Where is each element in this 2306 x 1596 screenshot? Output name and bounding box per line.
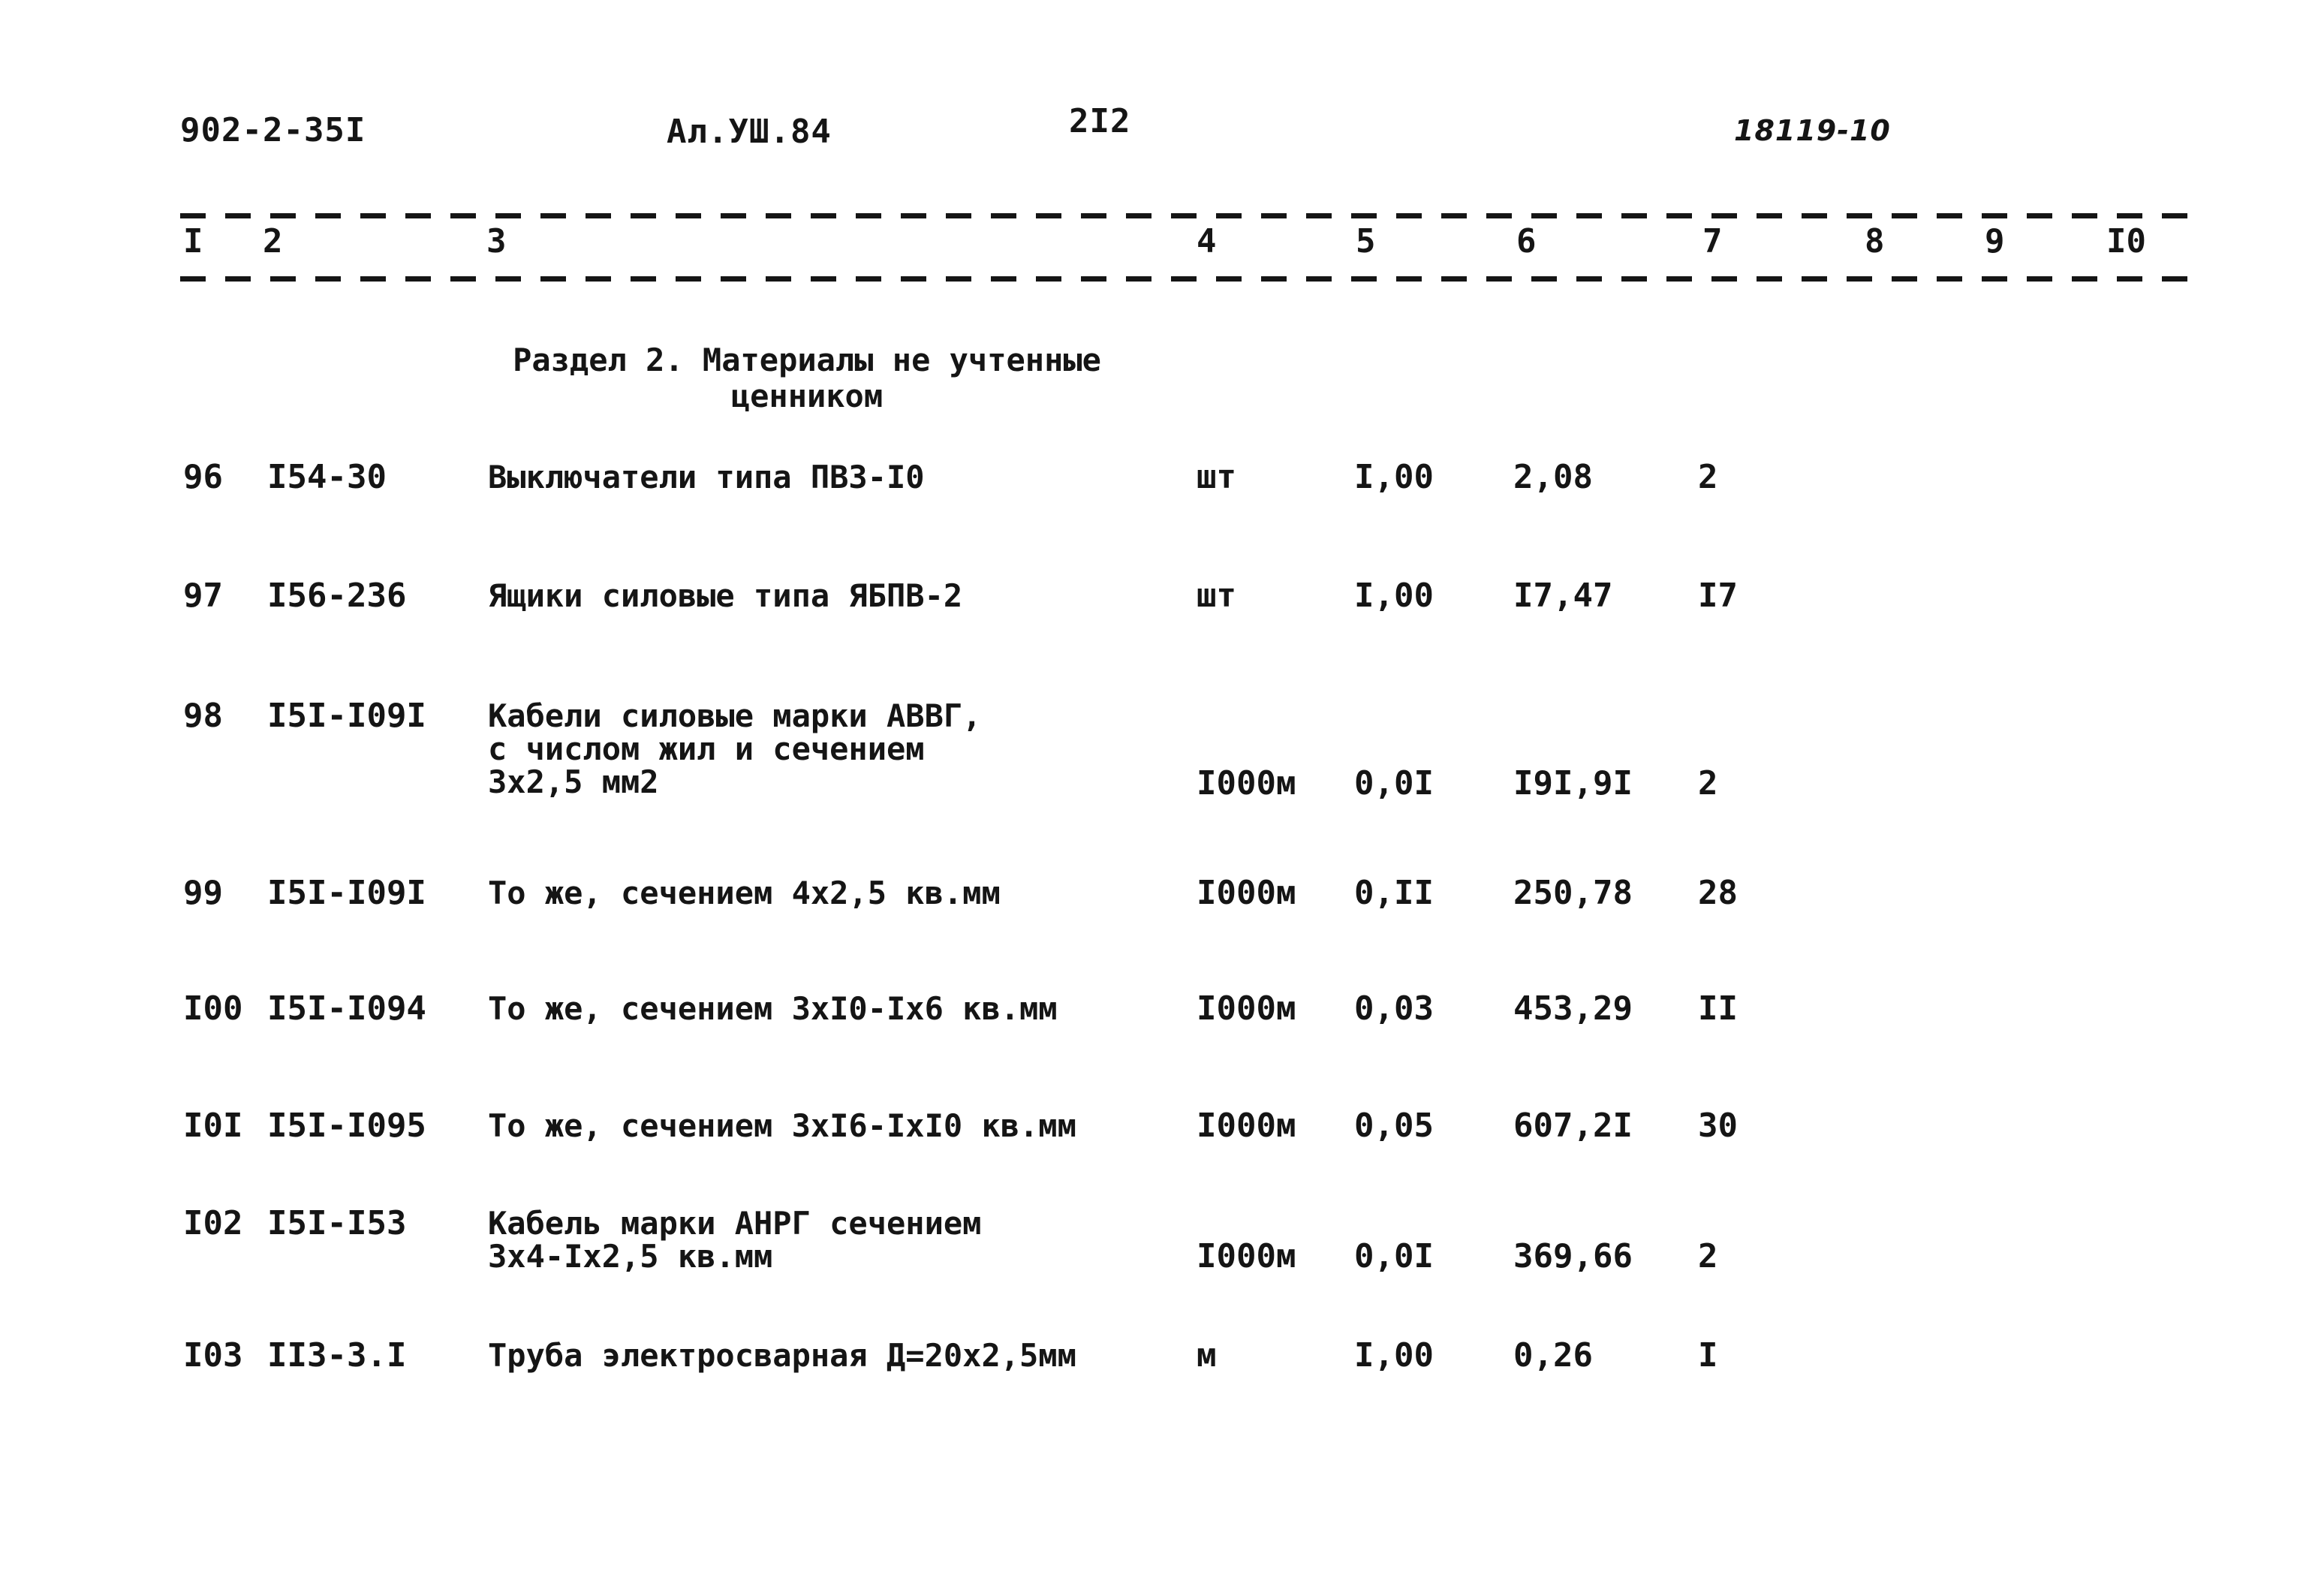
unit: шт <box>1197 458 1236 496</box>
row-number: I03 <box>183 1336 243 1375</box>
total: II <box>1698 989 1738 1028</box>
column-number: 3 <box>486 222 507 260</box>
row-number: 98 <box>183 697 223 735</box>
price-code: I54-30 <box>267 458 387 496</box>
column-number: 4 <box>1197 222 1217 260</box>
item-description: Труба электросварная Д=20х2,5мм <box>488 1337 1076 1374</box>
row-number: 96 <box>183 458 223 496</box>
quantity: 0,0I <box>1354 1237 1434 1275</box>
unit: I000м <box>1197 1107 1296 1145</box>
unit-price: 2,08 <box>1513 458 1593 496</box>
item-description: Ящики силовые типа ЯБПВ-2 <box>488 577 963 614</box>
total: 30 <box>1698 1107 1738 1145</box>
total: 2 <box>1698 458 1718 496</box>
column-number: 9 <box>1985 222 2005 260</box>
unit: I000м <box>1197 874 1296 912</box>
quantity: 0,03 <box>1354 989 1434 1028</box>
price-code: I56-236 <box>267 577 407 615</box>
item-description: Выключатели типа ПВЗ-I0 <box>488 459 925 495</box>
unit: I000м <box>1197 1237 1296 1275</box>
column-number: 5 <box>1356 222 1376 260</box>
unit-price: 607,2I <box>1513 1107 1633 1145</box>
unit-price: 369,66 <box>1513 1237 1633 1275</box>
column-number: 2 <box>263 222 283 260</box>
stamp-number: 18119-10 <box>1734 114 1891 147</box>
item-description: Кабели силовые марки АВВГ, с числом жил и сечением 3х2,5 мм2 <box>488 697 982 800</box>
price-code: II3-3.I <box>267 1336 407 1375</box>
unit-price: 250,78 <box>1513 874 1633 912</box>
quantity: I,00 <box>1354 458 1434 496</box>
quantity: 0,0I <box>1354 764 1434 803</box>
unit-price: I7,47 <box>1513 577 1613 615</box>
item-description: То же, сечением 3хI0-Iх6 кв.мм <box>488 990 1058 1027</box>
item-description: То же, сечением 3хI6-IхI0 кв.мм <box>488 1107 1076 1144</box>
section-title: Раздел 2. Материалы не учтенные ценником <box>513 342 1101 414</box>
doc-code: 902-2-35I <box>180 111 366 149</box>
page-number: 2I2 <box>1069 102 1131 140</box>
price-code: I5I-I095 <box>267 1107 426 1145</box>
row-number: I00 <box>183 989 243 1028</box>
unit: I000м <box>1197 989 1296 1028</box>
column-number: I <box>183 222 203 260</box>
row-number: 99 <box>183 874 223 912</box>
item-description: То же, сечением 4х2,5 кв.мм <box>488 875 1001 911</box>
column-number: 8 <box>1865 222 1885 260</box>
top-dashed-rule <box>180 213 2199 218</box>
unit: шт <box>1197 577 1236 615</box>
price-code: I5I-I53 <box>267 1204 407 1242</box>
total: I <box>1698 1336 1718 1375</box>
unit-price: I9I,9I <box>1513 764 1633 803</box>
total: 28 <box>1698 874 1738 912</box>
quantity: 0,II <box>1354 874 1434 912</box>
quantity: I,00 <box>1354 1336 1434 1375</box>
unit: м <box>1197 1336 1217 1375</box>
total: 2 <box>1698 1237 1718 1275</box>
price-code: I5I-I09I <box>267 874 426 912</box>
row-number: 97 <box>183 577 223 615</box>
unit-price: 0,26 <box>1513 1336 1593 1375</box>
unit-price: 453,29 <box>1513 989 1633 1028</box>
total: 2 <box>1698 764 1718 803</box>
column-number: 7 <box>1702 222 1723 260</box>
item-description: Кабель марки АНРГ сечением 3х4-Iх2,5 кв.мм <box>488 1205 982 1275</box>
price-code: I5I-I09I <box>267 697 426 735</box>
unit: I000м <box>1197 764 1296 803</box>
price-code: I5I-I094 <box>267 989 426 1028</box>
row-number: I02 <box>183 1204 243 1242</box>
column-number: I0 <box>2106 222 2146 260</box>
column-number: 6 <box>1516 222 1537 260</box>
bottom-dashed-rule <box>180 276 2199 282</box>
quantity: 0,05 <box>1354 1107 1434 1145</box>
quantity: I,00 <box>1354 577 1434 615</box>
album-code: Ал.УШ.84 <box>667 113 832 151</box>
row-number: I0I <box>183 1107 243 1145</box>
total: I7 <box>1698 577 1738 615</box>
